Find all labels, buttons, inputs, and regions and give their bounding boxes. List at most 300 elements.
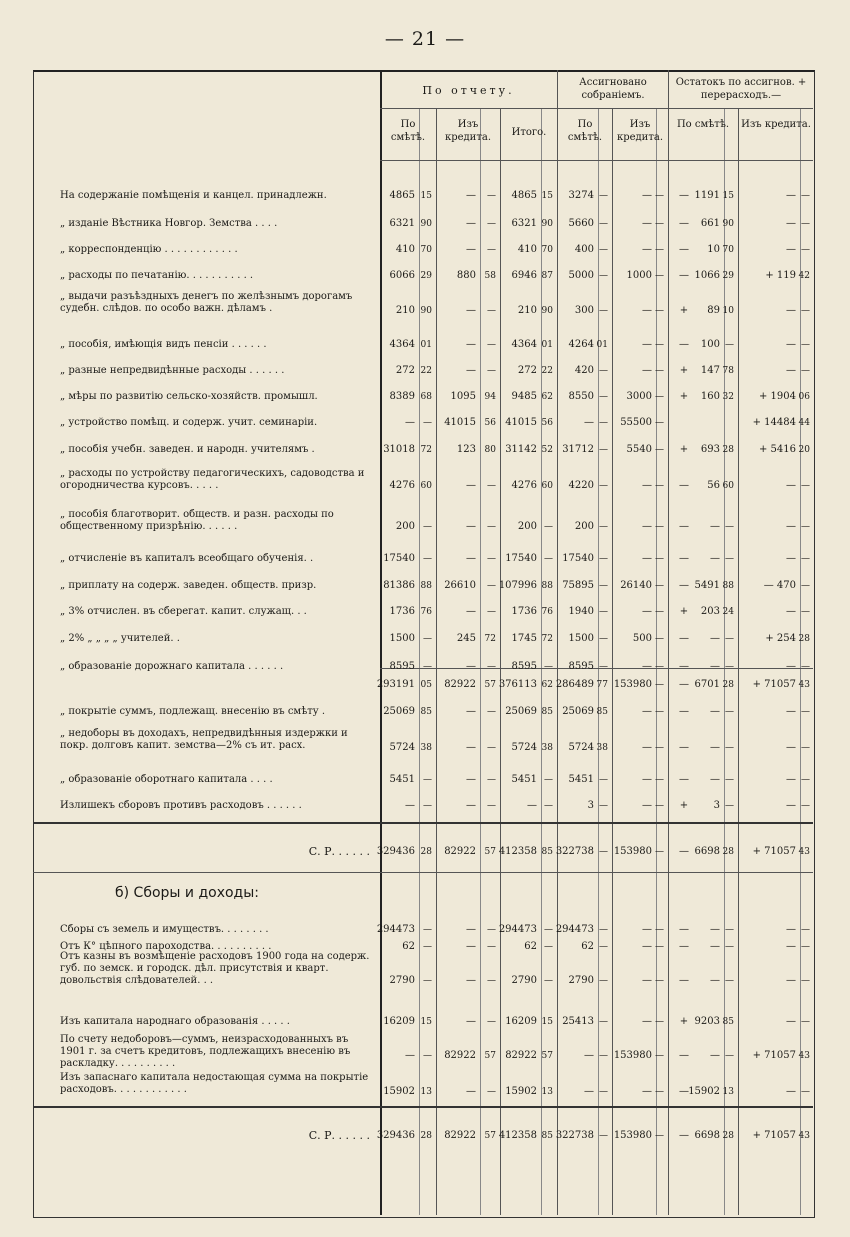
table-cell: 6321 — [389, 218, 415, 229]
table-cell: 01 — [420, 340, 432, 350]
table-cell: 82922 — [444, 1130, 476, 1141]
row-label: Отъ казны въ возмѣщеніе расходовъ 1900 года на содерж. губ. по земск. и городск. дѣл. присутствія и кварт. довольствія слѣдователей. . . — [60, 951, 370, 986]
table-cell: — — [642, 800, 652, 811]
table-cell: — — [679, 580, 689, 591]
table-cell: — — [655, 680, 664, 690]
table-cell: — — [599, 581, 608, 591]
table-cell: 57 — [484, 1051, 496, 1061]
table-cell: 153980 — [613, 1130, 652, 1141]
table-cell: 80 — [484, 445, 496, 455]
table-cell: 85 — [541, 707, 553, 717]
table-cell: 43 — [798, 1131, 810, 1141]
row-label: Сборы съ земель и имуществъ. . . . . . . . — [60, 924, 269, 935]
table-cell: + 119 — [765, 270, 796, 281]
table-cell: — — [487, 245, 496, 255]
table-cell: 200 — [574, 521, 594, 532]
table-cell: 880 — [456, 270, 476, 281]
table-cell: 38 — [596, 743, 608, 753]
table-cell: — — [655, 1051, 664, 1061]
table-cell: 2790 — [568, 975, 594, 986]
table-cell: 85 — [596, 707, 608, 717]
table-cell: — — [642, 521, 652, 532]
table-cell: — — [679, 1050, 689, 1061]
table-cell: — — [801, 581, 810, 591]
table-cell: — — [642, 975, 652, 986]
table-cell: 94 — [484, 392, 496, 402]
table-cell: 68 — [420, 392, 432, 402]
table-cell: — — [423, 976, 432, 986]
table-cell: — — [642, 774, 652, 785]
table-cell: 661 — [700, 218, 720, 229]
rule — [33, 872, 813, 873]
row-label: „ приплату на содерж. заведен. обществ. призр. — [60, 580, 317, 591]
table-cell: — — [642, 1086, 652, 1097]
table-cell: 75895 — [562, 580, 594, 591]
table-cell: — — [487, 306, 496, 316]
table-cell: 76 — [541, 607, 553, 617]
table-cell: — — [405, 417, 415, 428]
table-cell: — — [655, 847, 664, 857]
table-cell: — — [544, 976, 553, 986]
table-cell: 70 — [420, 245, 432, 255]
sum-label: С. Р. . . . . . — [308, 1130, 370, 1142]
table-cell: 200 — [395, 521, 415, 532]
table-cell: — — [801, 1087, 810, 1097]
table-cell: 153980 — [613, 679, 652, 690]
table-cell: — — [679, 480, 689, 491]
table-cell: 420 — [574, 365, 594, 376]
table-cell: 16209 — [383, 1016, 415, 1027]
table-cell: 17540 — [383, 553, 415, 564]
table-cell: 28 — [722, 445, 734, 455]
table-cell: — — [642, 742, 652, 753]
row-label: „ пособія благотворит. обществ. и разн. расходы по общественному призрѣнію. . . . . . — [60, 509, 334, 532]
table-cell: 01 — [596, 340, 608, 350]
table-cell: — — [423, 522, 432, 532]
table-cell: 31142 — [505, 444, 537, 455]
table-cell: — — [423, 418, 432, 428]
table-cell: — — [679, 774, 689, 785]
table-cell: 1745 — [511, 633, 537, 644]
table-cell: 72 — [420, 445, 432, 455]
table-cell: 15 — [722, 191, 734, 201]
table-cell: — — [655, 191, 664, 201]
row-label: „ пособія, имѣющія видъ пенсіи . . . . . . — [60, 339, 267, 350]
table-cell: 90 — [722, 219, 734, 229]
section-title: б) Сборы и доходы: — [115, 885, 260, 901]
table-cell: 4276 — [389, 480, 415, 491]
table-cell: — — [466, 339, 476, 350]
table-cell: — — [487, 707, 496, 717]
row-label: „ расходы по устройству педагогическихъ, садоводства и огородничества курсовъ. . . . . — [60, 468, 365, 491]
row-label: Изъ капитала народнаго образованія . . . . . — [60, 1016, 290, 1027]
table-cell: — — [487, 522, 496, 532]
table-cell: — — [642, 305, 652, 316]
table-cell: — — [801, 1017, 810, 1027]
table-cell: — — [599, 662, 608, 672]
table-cell: — — [544, 662, 553, 672]
table-cell: + 254 — [765, 633, 796, 644]
table-cell: — — [466, 365, 476, 376]
table-cell: — — [423, 925, 432, 935]
table-cell: — — [487, 554, 496, 564]
table-cell: — — [405, 800, 415, 811]
table-cell: 5451 — [511, 774, 537, 785]
table-cell: 6321 — [511, 218, 537, 229]
table-cell: + — [679, 606, 689, 617]
table-cell: — — [642, 339, 652, 350]
table-cell: — — [487, 775, 496, 785]
table-cell: — — [725, 340, 734, 350]
table-cell: — — [655, 1131, 664, 1141]
table-cell: 5491 — [694, 580, 720, 591]
table-cell: 123 — [456, 444, 476, 455]
table-cell: 3 — [587, 800, 594, 811]
table-cell: 322738 — [555, 846, 594, 857]
table-cell: — — [466, 800, 476, 811]
rule — [33, 1106, 813, 1108]
table-cell: 06 — [798, 392, 810, 402]
table-cell: — — [487, 743, 496, 753]
table-cell: 2790 — [511, 975, 537, 986]
table-cell: — — [544, 925, 553, 935]
table-cell: — — [599, 366, 608, 376]
table-cell: — — [599, 801, 608, 811]
table-cell: — — [679, 270, 689, 281]
table-cell: — — [801, 554, 810, 564]
table-cell: 272 — [517, 365, 537, 376]
table-cell: 72 — [541, 634, 553, 644]
table-cell: — — [786, 365, 796, 376]
table-cell: 376113 — [498, 679, 537, 690]
table-cell: 28 — [722, 1131, 734, 1141]
row-label: „ устройство помѣщ. и содерж. учит. семинаріи. — [60, 417, 318, 428]
table-cell: — — [642, 924, 652, 935]
table-cell: — — [405, 1050, 415, 1061]
table-cell: 85 — [722, 1017, 734, 1027]
table-cell: — — [679, 975, 689, 986]
table-cell: 15 — [420, 191, 432, 201]
table-cell: 56 — [707, 480, 720, 491]
table-cell: — — [801, 775, 810, 785]
table-cell: 78 — [722, 366, 734, 376]
table-cell: — — [642, 365, 652, 376]
table-cell: — — [655, 942, 664, 952]
table-cell: — — [599, 306, 608, 316]
header-assigned: Ассигновано собраніемъ. — [579, 77, 647, 101]
table-cell: — — [679, 706, 689, 717]
table-cell: 57 — [541, 1051, 553, 1061]
table-cell: — — [642, 606, 652, 617]
rule — [33, 822, 813, 824]
table-cell: 29 — [420, 271, 432, 281]
rule — [380, 160, 813, 161]
table-cell: 62 — [524, 941, 537, 952]
table-cell: — — [786, 706, 796, 717]
table-cell: — — [786, 606, 796, 617]
table-cell: 210 — [517, 305, 537, 316]
table-cell: — — [642, 661, 652, 672]
table-cell: 147 — [700, 365, 720, 376]
table-cell: 410 — [517, 244, 537, 255]
table-cell: 90 — [420, 219, 432, 229]
table-cell: 24 — [722, 607, 734, 617]
table-cell: — — [599, 1131, 608, 1141]
table-cell: 8595 — [511, 661, 537, 672]
table-cell: 17540 — [562, 553, 594, 564]
table-cell: — — [599, 607, 608, 617]
table-cell: 52 — [541, 445, 553, 455]
table-cell: — — [423, 662, 432, 672]
table-cell: 8550 — [568, 391, 594, 402]
table-cell: + — [679, 365, 689, 376]
table-cell: 300 — [574, 305, 594, 316]
table-cell: 26140 — [620, 580, 652, 591]
table-cell: 5724 — [389, 742, 415, 753]
header-report: По отчету. — [422, 84, 515, 97]
page-number: — 21 — — [384, 28, 466, 50]
table-cell: — — [679, 924, 689, 935]
table-cell: 294473 — [498, 924, 537, 935]
table-cell: — — [487, 925, 496, 935]
table-cell: 72 — [484, 634, 496, 644]
row-label: „ недоборы въ доходахъ, непредвидѣнныя издержки и покр. долговъ капит. земства—2% съ ит. расх. — [60, 728, 348, 751]
table-cell: — — [655, 743, 664, 753]
table-cell: 87 — [541, 271, 553, 281]
table-cell: 41015 — [444, 417, 476, 428]
table-cell: 1191 — [694, 190, 720, 201]
table-cell: 22 — [541, 366, 553, 376]
table-cell: — — [466, 190, 476, 201]
table-cell: — — [679, 190, 689, 201]
table-cell: — — [655, 1017, 664, 1027]
table-cell: — — [655, 392, 664, 402]
table-cell: — — [487, 219, 496, 229]
table-cell: — — [725, 743, 734, 753]
table-cell: — — [544, 554, 553, 564]
table-cell: 1066 — [694, 270, 720, 281]
table-cell: 15 — [420, 1017, 432, 1027]
table-cell: — — [725, 662, 734, 672]
table-cell: — — [466, 480, 476, 491]
table-cell: 15902 — [505, 1086, 537, 1097]
table-cell: 272 — [395, 365, 415, 376]
table-cell: 15 — [541, 1017, 553, 1027]
table-cell: — 470 — [763, 580, 796, 591]
table-cell: 62 — [541, 392, 553, 402]
table-cell: 60 — [420, 481, 432, 491]
table-cell: 56 — [484, 418, 496, 428]
table-cell: — — [466, 975, 476, 986]
table-cell: 32 — [722, 392, 734, 402]
table-cell: + 71057 — [752, 846, 796, 857]
table-cell: 153980 — [613, 1050, 652, 1061]
table-cell: — — [710, 1050, 720, 1061]
table-cell: 4264 — [568, 339, 594, 350]
table-cell: — — [786, 553, 796, 564]
table-cell: — — [642, 553, 652, 564]
table-cell: 41015 — [505, 417, 537, 428]
table-cell: 410 — [395, 244, 415, 255]
table-cell: 56 — [541, 418, 553, 428]
table-cell: 82922 — [505, 1050, 537, 1061]
table-cell: 13 — [722, 1087, 734, 1097]
table-cell: 28 — [798, 634, 810, 644]
table-cell: 90 — [541, 219, 553, 229]
table-cell: 5451 — [568, 774, 594, 785]
table-cell: — — [584, 1086, 594, 1097]
table-cell: 4276 — [511, 480, 537, 491]
rule — [380, 108, 813, 109]
table-cell: — — [655, 366, 664, 376]
table-cell: — — [642, 190, 652, 201]
table-cell: — — [423, 942, 432, 952]
table-cell: — — [679, 244, 689, 255]
row-label: „ 3% отчислен. въ сберегат. капит. служащ. . . — [60, 606, 307, 617]
table-cell: + 14484 — [752, 417, 796, 428]
table-cell: — — [487, 481, 496, 491]
table-cell: — — [655, 1087, 664, 1097]
table-cell: — — [599, 942, 608, 952]
table-cell: 1500 — [568, 633, 594, 644]
table-cell: 5540 — [626, 444, 652, 455]
table-cell: — — [679, 1086, 689, 1097]
table-cell: 55500 — [620, 417, 652, 428]
table-cell: — — [466, 941, 476, 952]
header-from-credit: Изъ кредита. — [444, 119, 492, 143]
table-cell: 203 — [700, 606, 720, 617]
table-cell: 82922 — [444, 846, 476, 857]
table-cell: — — [725, 976, 734, 986]
table-cell: — — [801, 306, 810, 316]
table-cell: — — [801, 942, 810, 952]
table-cell: — — [801, 366, 810, 376]
table-cell: 286489 — [555, 679, 594, 690]
table-cell: 28 — [420, 847, 432, 857]
table-cell: 85 — [541, 1131, 553, 1141]
table-cell: — — [655, 418, 664, 428]
table-cell: — — [679, 661, 689, 672]
table-cell: — — [487, 340, 496, 350]
row-label: Изъ запаснаго капитала недостающая сумма на покрытіе расходовъ. . . . . . . . . . . . — [60, 1072, 369, 1095]
table-cell: 4364 — [389, 339, 415, 350]
table-cell: 31018 — [383, 444, 415, 455]
table-cell: + — [679, 800, 689, 811]
table-cell: — — [599, 554, 608, 564]
table-cell: — — [801, 925, 810, 935]
table-cell: — — [423, 634, 432, 644]
table-cell: 13 — [420, 1087, 432, 1097]
table-cell: 2790 — [389, 975, 415, 986]
table-cell: — — [801, 801, 810, 811]
table-cell: — — [423, 775, 432, 785]
table-cell: — — [466, 244, 476, 255]
table-cell: 245 — [456, 633, 476, 644]
table-cell: — — [679, 633, 689, 644]
table-cell: — — [725, 801, 734, 811]
table-cell: — — [679, 941, 689, 952]
table-cell: 329436 — [376, 846, 415, 857]
table-cell: — — [655, 306, 664, 316]
table-cell: + — [679, 444, 689, 455]
header-from-credit: Изъ кредита. — [616, 119, 664, 143]
table-cell: 6698 — [694, 1130, 720, 1141]
table-cell: — — [599, 271, 608, 281]
table-cell: — — [801, 245, 810, 255]
table-cell: + — [679, 305, 689, 316]
table-cell: 412358 — [498, 1130, 537, 1141]
table-cell: — — [710, 742, 720, 753]
header-by-estimate: По смѣтѣ. — [390, 119, 426, 143]
table-cell: 81386 — [383, 580, 415, 591]
table-cell: — — [599, 418, 608, 428]
table-cell: — — [679, 742, 689, 753]
table-cell: 28 — [420, 1131, 432, 1141]
table-cell: — — [599, 481, 608, 491]
table-cell: + 71057 — [752, 1050, 796, 1061]
table-cell: 28 — [722, 847, 734, 857]
row-label: „ расходы по печатанію. . . . . . . . . . . — [60, 270, 254, 281]
table-cell: — — [786, 742, 796, 753]
table-cell: — — [599, 775, 608, 785]
table-cell: 6698 — [694, 846, 720, 857]
table-cell: — — [725, 522, 734, 532]
table-cell: — — [642, 244, 652, 255]
table-cell: — — [786, 1016, 796, 1027]
table-cell: 1736 — [511, 606, 537, 617]
table-cell: — — [655, 481, 664, 491]
table-cell: 10 — [707, 244, 720, 255]
table-cell: 4865 — [389, 190, 415, 201]
table-cell: — — [599, 925, 608, 935]
table-cell: — — [487, 1087, 496, 1097]
table-cell: 5000 — [568, 270, 594, 281]
table-cell: 10 — [722, 306, 734, 316]
row-label: „ 2% „ „ „ „ учителей. . — [60, 633, 180, 644]
table-cell: 43 — [798, 847, 810, 857]
table-cell: — — [786, 244, 796, 255]
table-cell: 3 — [713, 800, 720, 811]
table-cell: 22 — [420, 366, 432, 376]
table-cell: — — [544, 522, 553, 532]
table-cell: — — [487, 662, 496, 672]
table-cell: — — [725, 942, 734, 952]
table-cell: 293191 — [376, 679, 415, 690]
table-cell: 412358 — [498, 846, 537, 857]
table-cell: 20 — [798, 445, 810, 455]
table-cell: — — [679, 846, 689, 857]
table-cell: — — [786, 800, 796, 811]
table-cell: 25069 — [562, 706, 594, 717]
table-cell: + 71057 — [752, 1130, 796, 1141]
table-cell: — — [655, 245, 664, 255]
table-cell: 58 — [484, 271, 496, 281]
table-cell: — — [786, 924, 796, 935]
row-label: „ образованіе дорожнаго капитала . . . . . . — [60, 661, 284, 672]
table-cell: 200 — [517, 521, 537, 532]
table-cell: 60 — [541, 481, 553, 491]
table-cell: 6701 — [694, 679, 720, 690]
table-cell: — — [786, 521, 796, 532]
table-cell: — — [487, 581, 496, 591]
table-cell: — — [679, 339, 689, 350]
table-cell: — — [423, 1051, 432, 1061]
table-cell: 16209 — [505, 1016, 537, 1027]
table-cell: + — [679, 1016, 689, 1027]
table-cell: — — [655, 581, 664, 591]
table-cell: + 71057 — [752, 679, 796, 690]
table-cell: — — [599, 1017, 608, 1027]
